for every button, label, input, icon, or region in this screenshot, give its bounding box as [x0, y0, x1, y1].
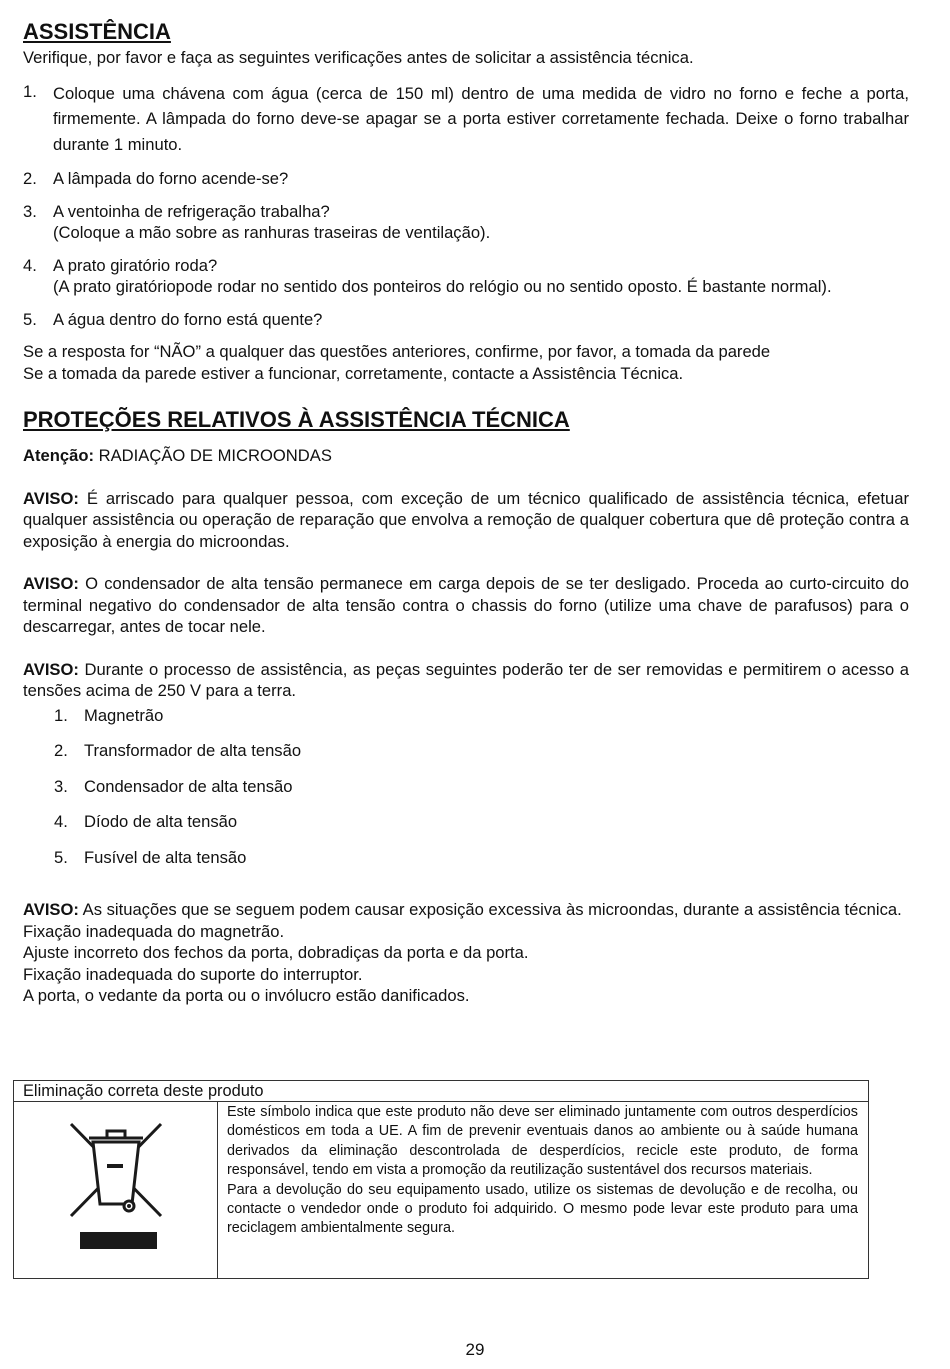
part-number: 3.: [54, 776, 68, 796]
assistencia-intro: Verifique, por favor e faça as seguintes verificações antes de solicitar a assistência técnica.: [23, 48, 694, 67]
check-item: [23, 81, 909, 158]
disposal-text: Este símbolo indica que este produto não deve ser eliminado juntamente com outros desperdícios domésticos em toda a UE. A fim de prevenir eventuais danos ao ambiente ou à saúde humana derivados da eliminação descontrolada de desperdícios, recicle este produto, de forma responsável, tendo em vista a promoção da reutilização sustentável dos recursos materiais.: [227, 1104, 858, 1179]
crossed-out-wheelie-bin-icon: [67, 1120, 165, 1220]
disposal-icon-cell: [14, 1102, 218, 1279]
check-text: A água dentro do forno está quente?: [53, 309, 323, 329]
check-number: 4.: [23, 255, 37, 275]
attention-label: Atenção:: [23, 446, 94, 465]
disposal-text: Para a devolução do seu equipamento usado, utilize os sistemas de devolução e de recolha, ou contacte o vendedor onde o produto foi adquirido. O mesmo pode levar este produto para uma reciclagem ambientalmente segura.: [227, 1181, 858, 1237]
page-number: 29: [465, 1340, 485, 1359]
warning-text: O condensador de alta tensão permanece em carga depois de se ter desligado. Proceda ao curto-circuito do terminal negativo do condensador de alta tensão contra o chassis do forno (utilize uma chave de parafusos) para o descarregar, antes de tocar nele.: [23, 574, 909, 636]
manual-page: [23, 18, 909, 1028]
situation-line: Ajuste incorreto dos fechos da porta, dobradiças da porta e da porta.: [23, 943, 529, 962]
check-number: 2.: [23, 169, 37, 188]
warning-label: AVISO:: [23, 574, 79, 593]
situation-line: A porta, o vedante da porta ou o invólucro estão danificados.: [23, 986, 470, 1005]
part-name: Díodo de alta tensão: [84, 812, 238, 831]
check-body: [53, 255, 909, 298]
check-number: 3.: [23, 201, 37, 221]
part-name: Transformador de alta tensão: [84, 741, 302, 760]
attention-text: RADIAÇÃO DE MICROONDAS: [98, 446, 332, 465]
check-body: [53, 201, 909, 244]
warning-paragraph: [23, 488, 909, 553]
check-item: [23, 201, 909, 244]
check-number: 5.: [23, 309, 37, 329]
disposal-table: [13, 1080, 869, 1279]
situation-line: Fixação inadequada do magnetrão.: [23, 921, 285, 941]
section-title-protecoes: PROTEÇÕES RELATIVOS À ASSISTÊNCIA TÉCNICA: [23, 407, 570, 432]
warning-label: AVISO:: [23, 659, 79, 679]
list-item: [54, 811, 909, 847]
section-title-assistencia: ASSISTÊNCIA: [23, 19, 171, 44]
check-subtext: (A prato giratóriopode rodar no sentido dos ponteiros do relógio ou no sentido oposto. É bastante normal).: [53, 277, 832, 296]
list-item: [54, 847, 909, 883]
check-subtext: (Coloque a mão sobre as ranhuras traseiras de ventilação).: [53, 223, 491, 242]
situation-line: Fixação inadequada do suporte do interruptor.: [23, 964, 363, 984]
warning-paragraph: [23, 899, 909, 1007]
part-number: 4.: [54, 812, 68, 831]
part-number: 5.: [54, 847, 68, 867]
part-number: 2.: [54, 741, 68, 760]
disposal-heading: Eliminação correta deste produto: [14, 1081, 869, 1102]
check-text: A ventoinha de refrigeração trabalha?: [53, 201, 330, 221]
warning-paragraph: [23, 659, 909, 702]
list-item: [54, 740, 909, 776]
check-list: [23, 81, 909, 331]
part-number: 1.: [54, 705, 68, 725]
assistencia-closing: [23, 341, 909, 384]
check-item: [23, 255, 909, 298]
part-name: Condensador de alta tensão: [84, 776, 293, 796]
parts-list: [54, 705, 909, 883]
warning-text: As situações que se seguem podem causar exposição excessiva às microondas, durante a assistência técnica.: [82, 900, 902, 919]
warning-text: É arriscado para qualquer pessoa, com exceção de um técnico qualificado de assistência técnica, efetuar qualquer assistência ou operação de reparação que envolva a remoção de qualquer cobertura que dê proteção contra a exposição à energia do microondas.: [23, 488, 909, 551]
check-text: A lâmpada do forno acende-se?: [53, 169, 289, 188]
check-item: [23, 168, 909, 190]
closing-line: Se a tomada da parede estiver a funcionar, corretamente, contacte a Assistência Técnica.: [23, 363, 684, 383]
solid-bar: [80, 1232, 157, 1249]
check-text: Coloque uma chávena com água (cerca de 150 ml) dentro de uma medida de vidro no forno e feche a porta, firmemente. A lâmpada do forno deve-se apagar se a porta estiver corretamente fechada. Deixe o forno trabalhar durante 1 minuto.: [53, 83, 909, 154]
check-item: [23, 309, 909, 331]
check-number: 1.: [23, 81, 37, 101]
list-item: [54, 705, 909, 741]
check-text: A prato giratório roda?: [53, 255, 218, 275]
warning-label: AVISO:: [23, 488, 79, 508]
warning-text: Durante o processo de assistência, as peças seguintes poderão ter de ser removidas e permitirem o acesso a tensões acima de 250 V para a terra.: [23, 659, 909, 700]
disposal-text-cell: [218, 1102, 869, 1279]
attention-line: [23, 445, 909, 467]
part-name: Magnetrão: [84, 705, 164, 725]
list-item: [54, 776, 909, 812]
warning-paragraph: [23, 573, 909, 638]
warning-label: AVISO:: [23, 900, 79, 919]
closing-line: Se a resposta for “NÃO” a qualquer das questões anteriores, confirme, por favor, a tomada da parede: [23, 342, 771, 361]
part-name: Fusível de alta tensão: [84, 847, 247, 867]
